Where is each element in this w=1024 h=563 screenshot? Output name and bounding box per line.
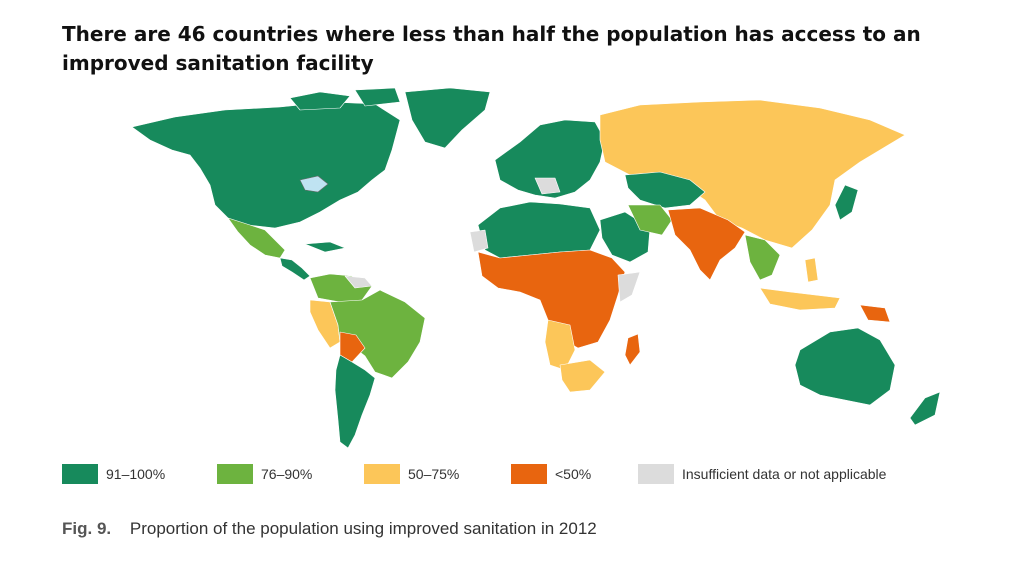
region-central-america xyxy=(280,258,310,280)
figure-caption-text: Proportion of the population using improved sanitation in 2012 xyxy=(129,519,597,538)
region-south-africa xyxy=(560,360,605,392)
region-madagascar xyxy=(625,334,640,365)
legend-swatch-76-90 xyxy=(217,464,253,484)
figure-caption xyxy=(62,519,597,539)
figure-number: Fig. 9. xyxy=(62,519,112,538)
region-new-zealand xyxy=(910,392,940,425)
region-north-america xyxy=(132,102,400,228)
region-horn-of-africa xyxy=(618,272,640,302)
region-southern-africa-west xyxy=(545,320,575,370)
legend-label: 91–100% xyxy=(106,466,166,482)
legend-label: Insufficient data or not applicable xyxy=(682,466,887,482)
legend-item-under-50 xyxy=(511,463,591,485)
map-legend xyxy=(0,463,1024,491)
legend-swatch-under-50 xyxy=(511,464,547,484)
world-map xyxy=(0,80,1024,460)
legend-swatch-91-100 xyxy=(62,464,98,484)
legend-swatch-50-75 xyxy=(364,464,400,484)
legend-label: 50–75% xyxy=(408,466,460,482)
region-japan xyxy=(835,185,858,220)
region-southern-cone xyxy=(335,355,375,448)
legend-item-insufficient-data xyxy=(638,463,886,485)
legend-item-50-75 xyxy=(364,463,459,485)
page-title: There are 46 countries where less than half the population has access to an improved sanitation facility xyxy=(62,22,921,75)
region-western-sahara xyxy=(470,230,488,252)
legend-label: 76–90% xyxy=(261,466,313,482)
world-map-svg xyxy=(0,80,1024,460)
legend-item-76-90 xyxy=(217,463,312,485)
region-north-africa xyxy=(478,202,600,258)
legend-item-91-100 xyxy=(62,463,165,485)
region-australia xyxy=(795,328,895,405)
region-greenland xyxy=(405,88,490,148)
legend-swatch-insufficient-data xyxy=(638,464,674,484)
legend-label: <50% xyxy=(555,466,592,482)
region-caribbean xyxy=(305,242,345,252)
region-papua xyxy=(860,305,890,322)
